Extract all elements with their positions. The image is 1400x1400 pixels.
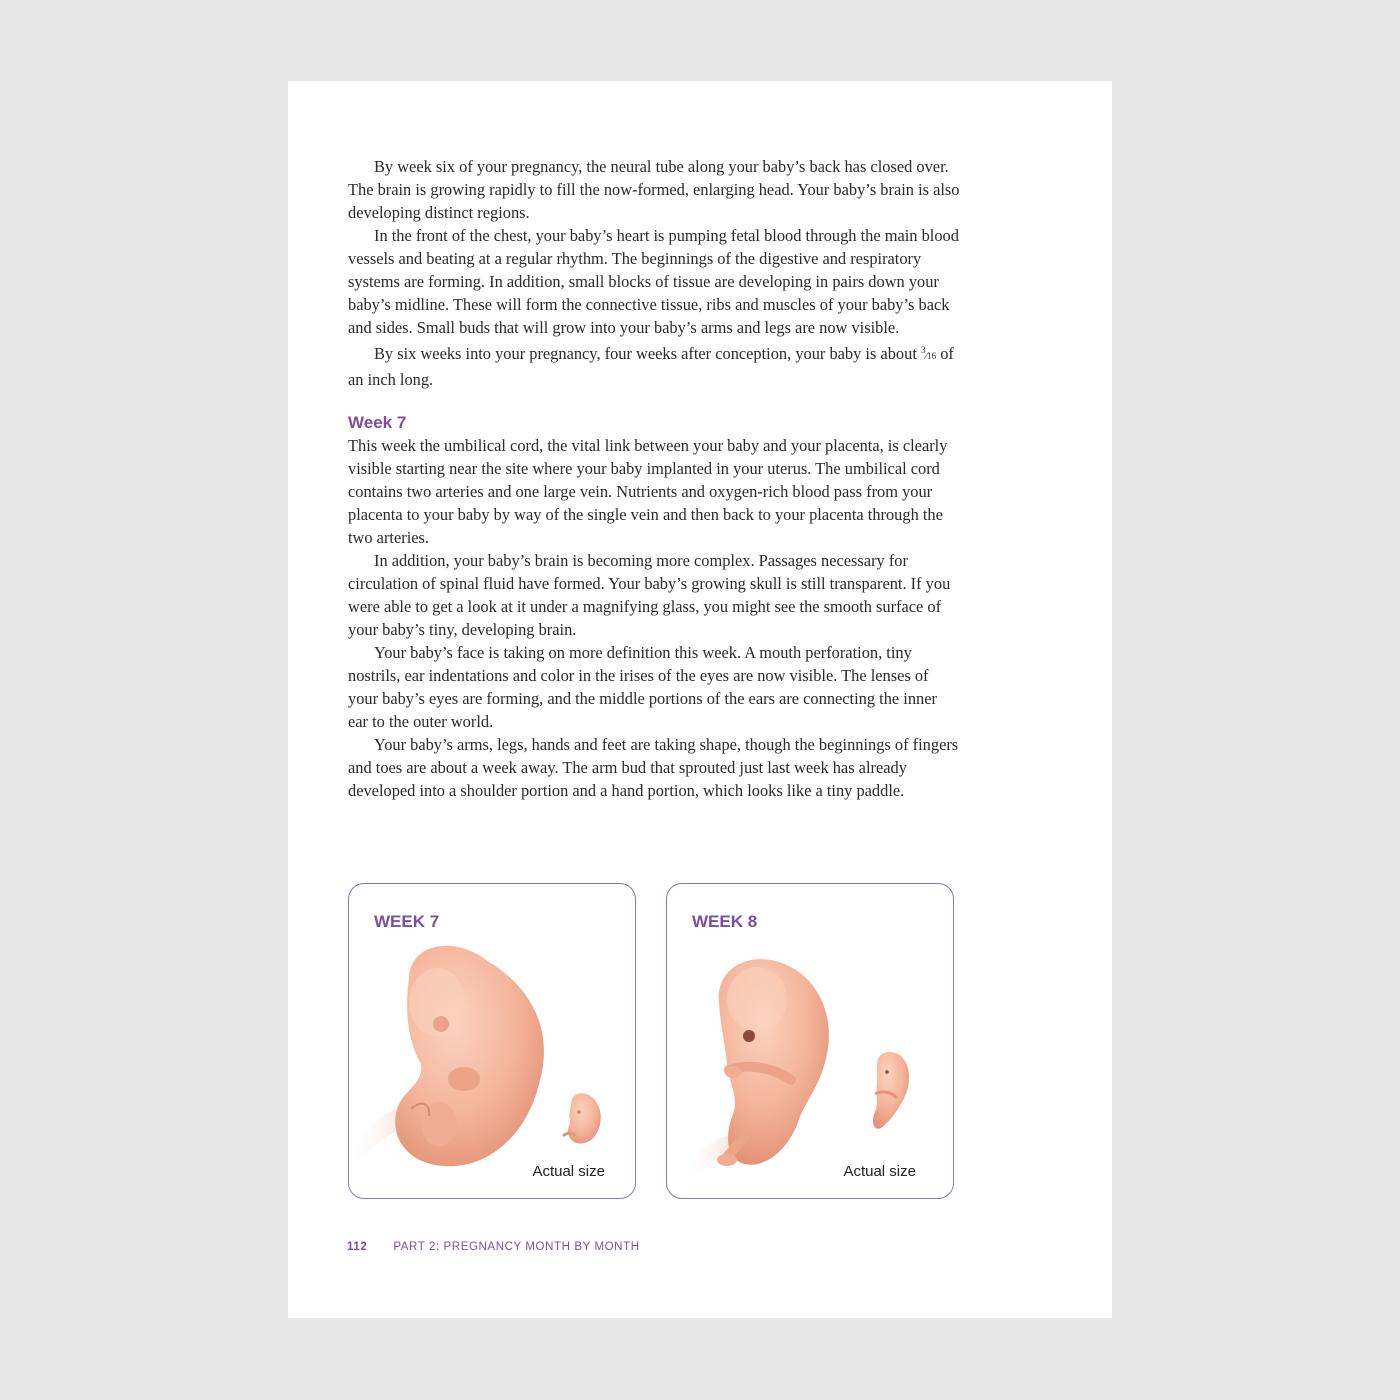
card-title-week-8: WEEK 8 [692, 912, 758, 931]
week-8-illustration-card [666, 883, 954, 1199]
arm-bud [448, 1067, 480, 1091]
fraction-numerator: 3 [920, 345, 926, 355]
intro-3-end: of an inch long. [348, 344, 954, 389]
paragraph-intro-1: By week six of your pregnancy, the neural tube along your baby’s back has closed over. The brain is growing rapidly to fill the now-formed, enlarging head. Your baby’s brain is also developing distinct regions. [348, 157, 960, 222]
eye-spot [433, 1016, 449, 1032]
week-7-heading: Week 7 [348, 413, 407, 432]
week-7-paragraph-3: Your baby’s face is taking on more definition this week. A mouth perforation, tiny nostrils, ear indentations and color in the irises of the eyes are now visible. The lenses of your baby’s eyes are forming, and the middle portions of the ears are connecting the inner ear to the outer world. [348, 643, 937, 731]
intro-3-start: By six weeks into your pregnancy, four weeks after conception, your baby is about [374, 344, 921, 363]
hand [725, 1066, 741, 1078]
paragraph-intro-2: In the front of the chest, your baby’s heart is pumping fetal blood through the main blood vessels and beating at a regular rhythm. The beginnings of the digestive and respiratory systems are forming. In addition, small blocks of tissue are developing in pairs down your baby’s midline. These will form the connective tissue, ribs and muscles of your baby’s back and sides. Small buds that will grow into your baby’s arms and legs are now visible. [348, 226, 959, 337]
week-8-embryo-illustration [667, 884, 954, 1199]
fraction-slash: ⁄ [925, 351, 928, 362]
embryo-actual-size [873, 1052, 909, 1129]
week-7-embryo-illustration [349, 884, 636, 1199]
leg-bud [421, 1102, 457, 1146]
paragraph-intro-3 [348, 339, 960, 391]
head-highlight [727, 967, 787, 1031]
week-7-paragraph-2: In addition, your baby’s brain is becoming more complex. Passages necessary for circulation of spinal fluid have formed. Your baby’s growing skull is still transparent. If you were able to get a look at it under a magnifying glass, you might see the smooth surface of your baby’s tiny, developing brain. [348, 551, 951, 639]
page-footer [347, 1241, 640, 1253]
book-page [288, 81, 1112, 1318]
card-title-week-7: WEEK 7 [374, 912, 440, 931]
card-caption-week-7: Actual size [532, 1163, 605, 1180]
card-caption-week-8: Actual size [843, 1163, 916, 1180]
embryo-actual-size [563, 1093, 601, 1143]
week-7-paragraph-4: Your baby’s arms, legs, hands and feet are taking shape, though the beginnings of fingers and toes are about a week away. The arm bud that sprouted just last week has already developed into a shoulder portion and a hand portion, which looks like a tiny paddle. [348, 735, 959, 800]
fraction-denominator: 16 [927, 351, 937, 361]
eye-spot [743, 1030, 755, 1042]
foot [717, 1154, 737, 1166]
week-7-illustration-card [348, 883, 636, 1199]
body-text [348, 155, 960, 802]
week-7-paragraph-1: This week the umbilical cord, the vital link between your baby and your placenta, is clearly visible starting near the site where your baby implanted in your uterus. The umbilical cord contains two arteries and one large vein. Nutrients and oxygen-rich blood pass from your placenta to your baby by way of the single vein and then back to your placenta through the two arteries. [348, 436, 948, 547]
running-footer-section: PART 2: PREGNANCY MONTH BY MONTH [393, 1241, 640, 1253]
page-number: 112 [347, 1241, 368, 1253]
